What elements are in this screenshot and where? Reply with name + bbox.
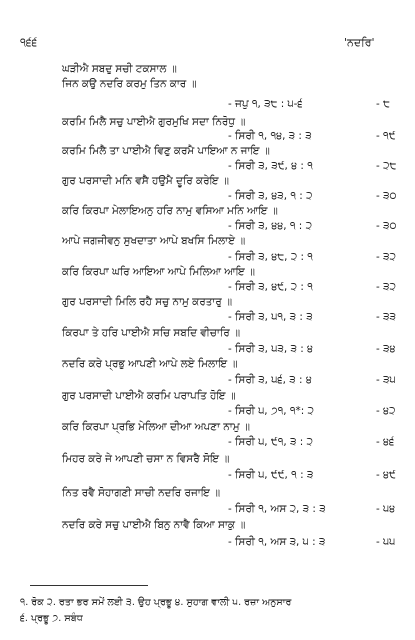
- source-reference: - ਸਿਰੀ ੩, ੫੧, ੩ : ੩: [228, 311, 313, 323]
- verse-line: ਕਰਿ ਕਿਰਪਾ ਮੇਲਾਇਅਨੁ ਹਰਿ ਨਾਮੁ ਵਸਿਆ ਮਨਿ ਆਇ ॥: [62, 205, 278, 217]
- footnote-divider: [30, 585, 148, 586]
- source-reference: - ਸਿਰੀ ੫, ੯੧, ੩ : ੨: [228, 436, 314, 448]
- source-reference: - ਜਪੁ ੧, ੩੮ : ੫-੬: [228, 98, 303, 110]
- verse-line: ਗੁਰ ਪਰਸਾਦੀ ਮਿਲਿ ਰਹੈ ਸਚੁ ਨਾਮੁ ਕਰਤਾਰੁ ॥: [62, 296, 233, 308]
- verse-line: ਗੁਰ ਪਰਸਾਦੀ ਪਾਈਐ ਕਰਮਿ ਪਰਾਪਤਿ ਹੋਇ ॥: [62, 390, 236, 402]
- verse-line: ਮਿਹਰ ਕਰੇ ਜੇ ਆਪਣੀ ਚਸਾ ਨ ਵਿਸਰੈ ਸੋਇ ॥: [62, 453, 230, 465]
- source-reference: - ਸਿਰੀ ੩, ੫੬, ੩ : ੪: [228, 374, 312, 386]
- page-reference: - ੪੬: [376, 436, 395, 448]
- page-reference: - ੩੦: [376, 190, 397, 202]
- source-reference: - ਸਿਰੀ ੧, ੧੪, ੩ : ੩: [228, 130, 312, 142]
- verse-line: ਜਿਨ ਕਉ ਨਦਰਿ ਕਰਮੁ ਤਿਨ ਕਾਰ ॥: [62, 78, 197, 90]
- page-reference: - ੪੨: [376, 405, 396, 417]
- page-reference: - ੩੪: [376, 343, 396, 355]
- verse-line: ਨਦਰਿ ਕਰੇ ਸਚੁ ਪਾਈਐ ਬਿਨੁ ਨਾਵੈ ਕਿਆ ਸਾਕੁ ॥: [62, 519, 246, 531]
- verse-line: ਕਿਰਪਾ ਤੇ ਹਰਿ ਪਾਈਐ ਸਚਿ ਸਬਦਿ ਵੀਚਾਰਿ ॥: [62, 327, 241, 339]
- verse-line: ਕਰਮਿ ਮਿਲੈ ਤਾ ਪਾਈਐ ਵਿਣੁ ਕਰਮੈ ਪਾਇਆ ਨ ਜਾਇ ॥: [62, 145, 270, 157]
- source-reference: - ਸਿਰੀ ੫, ੯੯, ੧ : ੩: [228, 469, 314, 481]
- page-reference: - ੪੯: [376, 469, 396, 481]
- page-number: ੧੬੬: [20, 36, 38, 49]
- page-reference: - ੩੨: [376, 251, 396, 263]
- verse-line: ਗੁਰ ਪਰਸਾਦੀ ਮਨਿ ਵਸੈ ਹਉਮੈ ਦੂਰਿ ਕਰੇਇ ॥: [62, 175, 229, 187]
- page-reference: - ੩੨: [376, 281, 396, 293]
- page-reference: - ੧੯: [376, 130, 396, 142]
- page-reference: - ੫੪: [376, 503, 396, 515]
- footnote-line: ੬. ਪ੍ਰਭੂ ੭. ਸਬੰਧ: [20, 613, 83, 624]
- section-title: 'ਨਦਰਿ': [344, 36, 375, 49]
- source-reference: - ਸਿਰੀ ੩, ੫੩, ੩ : ੪: [228, 343, 314, 355]
- footnote-line: ੧. ਰੋਕ ੨. ਰਤਾ ਭਰ ਸਮੇਂ ਲਈ ੩. ਉਹ ਪ੍ਰਭੂ ੪. ਸੁਹਾਗ ਵਾਲੀ ੫. ਰਜ਼ਾ ਅਨੁਸਾਰ: [20, 597, 292, 608]
- page-reference: - ੩੩: [376, 311, 396, 323]
- source-reference: - ਸਿਰੀ ੧, ਅਸ ੨, ੩ : ੩: [228, 503, 326, 515]
- verse-line: ਕਰਮਿ ਮਿਲੈ ਸਚੁ ਪਾਈਐ ਗੁਰਮੁਖਿ ਸਦਾ ਨਿਰੋਧੁ ॥: [62, 116, 246, 128]
- verse-line: ਨਿਤ ਰਵੈ ਸੋਹਾਗਣੀ ਸਾਚੀ ਨਦਰਿ ਰਜਾਇ ॥: [62, 487, 221, 499]
- verse-line: ਆਪੇ ਜਗਜੀਵਨੁ ਸੁਖਦਾਤਾ ਆਪੇ ਬਖਸਿ ਮਿਲਾਏ ॥: [62, 235, 246, 247]
- verse-line: ਘੜੀਐ ਸਬਦੁ ਸਚੀ ਟਕਸਾਲ ॥: [62, 63, 177, 75]
- source-reference: - ਸਿਰੀ ੫, ੭੧, ੧*: ੨: [228, 405, 314, 417]
- source-reference: - ਸਿਰੀ ੧, ਅਸ ੩, ੫ : ੩: [228, 536, 326, 548]
- verse-line: ਕਰਿ ਕਿਰਪਾ ਪ੍ਰਭਿ ਮੇਲਿਆ ਦੀਆ ਅਪਣਾ ਨਾਮੁ ॥: [62, 421, 250, 433]
- source-reference: - ਸਿਰੀ ੩, ੪੪, ੧ : ੨: [228, 220, 313, 232]
- verse-line: ਨਦਰਿ ਕਰੇ ਪ੍ਰਭੁ ਆਪਣੀ ਆਪੇ ਲਏ ਮਿਲਾਇ ॥: [62, 358, 238, 370]
- source-reference: - ਸਿਰੀ ੩, ੪੩, ੧ : ੨: [228, 190, 313, 202]
- page-reference: - ੮: [376, 98, 390, 110]
- page-reference: - ੩੦: [376, 220, 397, 232]
- source-reference: - ਸਿਰੀ ੩, ੩੯, ੪ : ੧: [228, 160, 313, 172]
- source-reference: - ਸਿਰੀ ੩, ੪੯, ੨ : ੧: [228, 281, 313, 293]
- page-reference: - ੨੮: [376, 160, 397, 172]
- page-reference: - ੩੫: [376, 374, 396, 386]
- page-reference: - ੫੫: [376, 536, 396, 548]
- verse-line: ਕਰਿ ਕਿਰਪਾ ਘਰਿ ਆਇਆ ਆਪੇ ਮਿਲਿਆ ਆਇ ॥: [62, 266, 255, 278]
- source-reference: - ਸਿਰੀ ੩, ੪੮, ੨ : ੧: [228, 251, 313, 263]
